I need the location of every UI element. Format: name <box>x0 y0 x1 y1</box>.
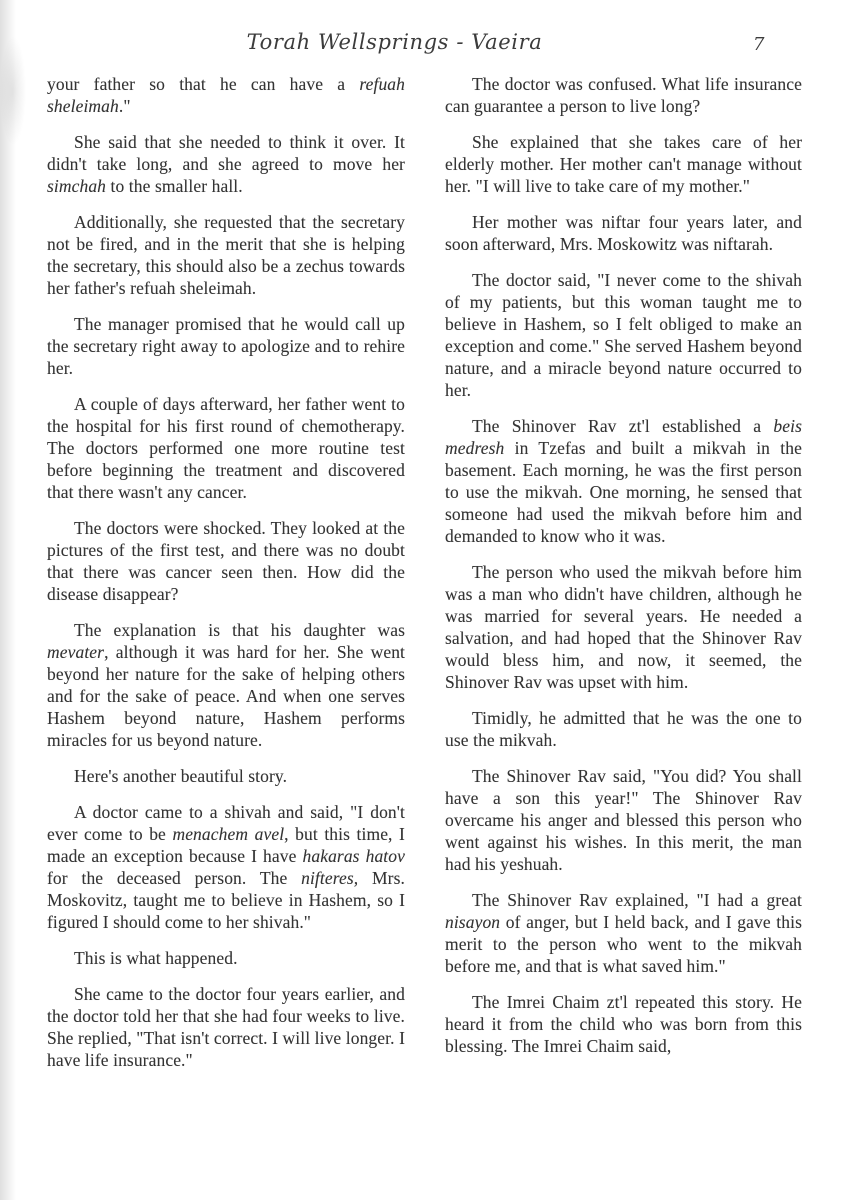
text-run: This is what happened. <box>74 948 238 968</box>
text-run: She explained that she takes care of her elderly mother. Her mother can't manage without her. "I will live to take care of my mother." <box>445 132 802 196</box>
text-run: She came to the doctor four years earlier, and the doctor told her that she had four weeks to live. She replied, "That isn't correct. I will live longer. I have life insurance." <box>47 984 405 1070</box>
italic-term: simchah <box>47 176 107 196</box>
text-run: for the deceased person. The <box>47 868 302 888</box>
text-run: A doctor came to a shivah and said, "I don't ever come to be <box>47 802 405 844</box>
paragraph <box>445 269 802 401</box>
paragraph <box>47 947 405 969</box>
text-run: A couple of days afterward, her father went to the hospital for his first round of chemotherapy. The doctors performed one more routine test before beginning the treatment and discovered that there wasn't any cancer. <box>47 394 405 502</box>
italic-term: beis medresh <box>445 416 802 458</box>
paragraph <box>445 73 802 117</box>
paragraph <box>47 73 405 117</box>
text-run: The manager promised that he would call up the secretary right away to apologize and to rehire her. <box>47 314 405 378</box>
paragraph <box>445 889 802 977</box>
text-run: The explanation is that his daughter was <box>74 620 405 640</box>
text-run: in Tzefas and built a mikvah in the basement. Each morning, he was the first person to use the mikvah. One morning, he sensed that someone had used the mikvah before him and demanded to know who it was. <box>445 438 802 546</box>
italic-term: nisayon <box>445 912 501 932</box>
paragraph <box>445 211 802 255</box>
text-run: Timidly, he admitted that he was the one to use the mikvah. <box>445 708 802 750</box>
text-run: The doctors were shocked. They looked at the pictures of the first test, and there was no doubt that there was cancer seen then. How did the disease disappear? <box>47 518 405 604</box>
text-run: The Shinover Rav explained, "I had a great <box>472 890 802 910</box>
paragraph <box>445 415 802 547</box>
text-run: Additionally, she requested that the secretary not be fired, and in the merit that she is helping the secretary, this should also be a zechus towards her father's refuah sheleimah. <box>47 212 405 298</box>
paragraph <box>47 801 405 933</box>
text-run: , but this time, I made an exception because I have <box>47 824 405 866</box>
italic-term: nifteres, <box>301 868 359 888</box>
italic-term: mevater <box>47 642 105 662</box>
page-header-title: Torah Wellsprings - Vaeira <box>246 30 543 54</box>
paragraph <box>445 991 802 1057</box>
paragraph <box>47 765 405 787</box>
text-run: The person who used the mikvah before him was a man who didn't have children, although he was married for several years. He needed a salvation, and had hoped that the Shinover Rav would bless him, and now, it seemed, the Shinover Rav was upset with him. <box>445 562 802 692</box>
paragraph <box>47 211 405 299</box>
paragraph <box>47 983 405 1071</box>
right-text-column <box>445 73 802 1071</box>
text-run: Here's another beautiful story. <box>74 766 288 786</box>
text-run: of anger, but I held back, and I gave this merit to the person who went to the mikvah before me, and that is what saved him." <box>445 912 802 976</box>
paragraph <box>445 561 802 693</box>
italic-term: hakaras hatov <box>302 846 405 866</box>
text-run: She said that she needed to think it over. It didn't take long, and she agreed to move her <box>47 132 405 174</box>
text-run: to the smaller hall. <box>106 176 243 196</box>
italic-term: menachem avel <box>172 824 285 844</box>
text-run: your father so that he can have a <box>47 74 360 94</box>
paragraph <box>445 707 802 751</box>
text-run: The doctor said, "I never come to the shivah of my patients, but this woman taught me to believe in Hashem, so I felt obliged to make an exception and come." She served Hashem beyond nature, and a miracle beyond nature occurred to her. <box>445 270 802 400</box>
text-run: Her mother was niftar four years later, and soon afterward, Mrs. Moskowitz was niftarah. <box>445 212 802 254</box>
text-run: The doctor was confused. What life insurance can guarantee a person to live long? <box>445 74 802 116</box>
paragraph <box>47 313 405 379</box>
paragraph <box>445 765 802 875</box>
text-run: The Imrei Chaim zt'l repeated this story. He heard it from the child who was born from this blessing. The Imrei Chaim said, <box>445 992 802 1056</box>
page-number: 7 <box>753 34 765 55</box>
left-text-column <box>47 73 405 1085</box>
text-run: Mrs. Moskovitz, taught me to believe in Hashem, so I figured I should come to her shivah." <box>47 868 405 932</box>
italic-term: refuah sheleimah <box>47 74 405 116</box>
paragraph <box>445 131 802 197</box>
text-run: The Shinover Rav said, "You did? You shall have a son this year!" The Shinover Rav overcame his anger and blessed this person who went against his wishes. In this merit, the man had his yeshuah. <box>445 766 802 874</box>
text-run: The Shinover Rav zt'l established a <box>472 416 774 436</box>
text-run: , although it was hard for her. She went beyond her nature for the sake of helping others and for the sake of peace. And when one serves Hashem beyond nature, Hashem performs miracles for us beyond nature. <box>47 642 405 750</box>
paragraph <box>47 619 405 751</box>
paragraph <box>47 393 405 503</box>
paragraph <box>47 131 405 197</box>
text-run: ." <box>118 96 131 116</box>
paragraph <box>47 517 405 605</box>
